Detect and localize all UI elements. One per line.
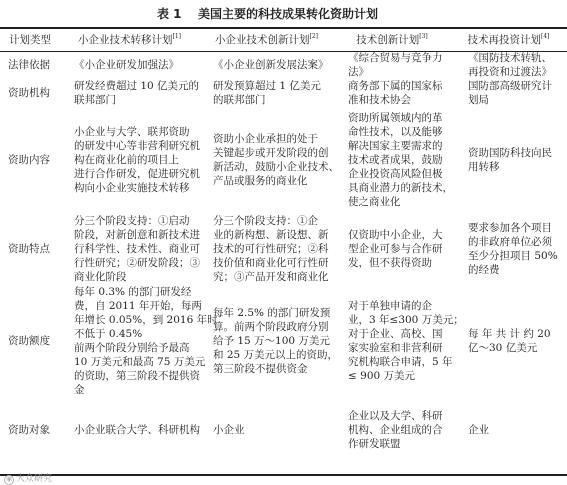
cell-text-line: 研发经费超过 10 亿美元的: [74, 80, 200, 92]
cell-text-line: 技价值和商业化可行性研: [213, 257, 329, 269]
table-cell: [199, 213, 334, 285]
watermark-text: 大众研究: [16, 474, 53, 484]
table-cell: [199, 79, 334, 107]
table-row: [0, 51, 567, 79]
table-caption: [0, 4, 567, 24]
cell-text-line: 小企业与大学、联邦资助: [74, 126, 190, 138]
cell-text-line: 准和技术协会: [348, 94, 411, 106]
table-cell: [60, 397, 199, 462]
cell-text-line: 法》: [348, 66, 369, 78]
cell-text-line: 资助国防科技向民: [468, 147, 552, 159]
table-row: [0, 213, 567, 285]
column-header: 小企业技术创新计划[2]: [215, 33, 318, 46]
table-row: [0, 107, 567, 213]
cell-text-line: 资助小企业承担的处于: [213, 133, 318, 145]
cell-text-line: 新活动，鼓励小企业技术、: [213, 161, 339, 173]
table-cell: [60, 107, 199, 213]
cell-text-line: ≤ 900 万美元: [348, 370, 416, 382]
cell-text-line: 划局: [468, 94, 489, 106]
cell-text-line: 要求参加各个项目: [468, 222, 552, 234]
cell-text-line: 研发预算超过 1 亿美元: [213, 80, 321, 92]
cell-text-line: 再投资和过渡法》: [468, 66, 552, 78]
row-label: 资助额度: [8, 335, 50, 347]
cell-text-line: 分三个阶段支持：①企: [213, 215, 318, 227]
cell-text-line: 不低于 0.45%: [74, 328, 143, 340]
cell-text-line: 小企业联合大学、科研机构: [74, 423, 200, 436]
cell-text-line: 亿～30 亿美元: [468, 342, 538, 354]
table-row: [0, 397, 567, 462]
table-cell: [450, 79, 567, 107]
cell-text-line: 和 25 万美元以上的资助，: [213, 349, 339, 361]
cell-text-line: 技术或者成果，鼓励: [348, 154, 443, 166]
cell-text-line: 《国防技术转轨、: [468, 52, 552, 64]
row-label: 资助对象: [8, 423, 50, 436]
cell-text-line: 产品或服务的商业化: [213, 175, 308, 187]
cell-text-line: 小企业: [213, 423, 245, 436]
table-cell: [60, 285, 218, 397]
table-cell: [60, 213, 199, 285]
cell-text-line: 构在商业化前的项目上: [74, 154, 179, 166]
row-label: 法律依据: [8, 59, 50, 71]
cell-text-line: 至少分担项目 50%: [468, 250, 558, 262]
table-cell: [450, 213, 567, 285]
cell-text-line: 年增长 0.05%，到 2016 年时: [74, 314, 218, 326]
cell-text-line: 资助所属领域内的革: [348, 112, 443, 124]
cell-text-line: 技术的可行性研究；②科: [213, 243, 329, 255]
cell-text-line: 商务部下属的国家标: [348, 80, 443, 92]
row-label: 资助内容: [8, 154, 50, 166]
table-title: 美国主要的科技成果转化资助计划: [198, 7, 379, 21]
cell-text-line: 算。前两个阶段政府分别: [213, 321, 329, 333]
funding-programs-table: [0, 29, 567, 462]
table-cell: [60, 79, 199, 107]
cell-text-line: 构向小企业实施技术转移: [74, 182, 190, 194]
cell-text-line: 作研发联盟: [348, 437, 401, 450]
cell-text-line: 企业投资高风险但极: [348, 168, 443, 180]
column-header: 计划类型: [9, 34, 51, 46]
camera-icon: ◉: [5, 475, 13, 483]
cell-text-line: 仅资助中小企业，大: [348, 229, 443, 241]
cell-text-line: 具商业潜力的新技术，: [348, 182, 453, 194]
cell-text-line: 《小企业研发加强法》: [74, 59, 179, 71]
cell-text-line: 究；③产品开发和商业化: [213, 271, 329, 283]
table-cell: [199, 397, 334, 462]
cell-text-line: 究机构联合申请，5 年: [348, 356, 453, 368]
cell-text-line: 进行合作研发，促进研究机: [74, 168, 200, 180]
table-row: [0, 285, 567, 397]
cell-text-line: 企业以及大学、科研: [348, 409, 443, 422]
cell-text-line: 的经费: [468, 264, 500, 276]
table-row: [0, 79, 567, 107]
table-cell: [334, 285, 464, 397]
table-cell: [450, 107, 567, 213]
cell-text-line: 联邦部门: [74, 94, 116, 106]
cell-text-line: 第三阶段不提供资金: [213, 363, 308, 375]
cell-text-line: 业，3 年≤300 万美元；: [348, 314, 464, 326]
cell-text-line: 行性研究；②研发阶段；③: [74, 257, 200, 269]
table-cell: [450, 51, 567, 79]
cell-text-line: 金: [74, 384, 85, 396]
cell-text-line: 每 年 共 计 约 20: [468, 328, 551, 340]
column-header: 技术再投资计划[4]: [467, 33, 550, 46]
cell-text-line: 命性技术，以及能够: [348, 126, 443, 138]
table-cell: [60, 51, 199, 79]
table-cell: [334, 397, 450, 462]
cell-text-line: 机构、企业组成的合: [348, 423, 443, 436]
table-cell: [199, 285, 339, 397]
table-cell: [334, 107, 453, 213]
cell-text-line: 的研发中心等非营利研究机: [74, 140, 200, 152]
cell-text-line: 发，但不获得资助: [348, 257, 432, 269]
row-label: 资助特点: [8, 243, 50, 255]
cell-text-line: 对于单独申请的企: [348, 300, 432, 312]
table-cell: [199, 107, 339, 213]
bottom-rule: [0, 474, 567, 476]
cell-text-line: 关键起步或开发阶段的创: [213, 147, 329, 159]
column-header: 小企业技术转移计划[1]: [78, 33, 181, 46]
table-cell: [334, 79, 450, 107]
cell-text-line: 行科学性、技术性、商业可: [74, 243, 200, 255]
table-cell: [450, 285, 567, 397]
table-cell: [450, 397, 567, 462]
cell-text-line: 解决国家主要需求的: [348, 140, 443, 152]
cell-text-line: 的联邦部门: [213, 94, 266, 106]
cell-text-line: 国防部高级研究计: [468, 80, 552, 92]
table-cell: [199, 51, 334, 79]
cell-text-line: 业的新构想、新设想、新: [213, 229, 329, 241]
cell-text-line: 每年 0.3% 的部门研发经: [74, 286, 192, 298]
cell-text-line: 对于企业、高校、国: [348, 328, 443, 340]
cell-text-line: 的非政府单位必须: [468, 236, 552, 248]
cell-text-line: 阶段，对新创意和新技术进: [74, 229, 200, 241]
table-cell: [334, 213, 450, 285]
cell-text-line: 用转移: [468, 161, 500, 173]
cell-text-line: 的资助，第三阶段不提供资: [74, 370, 200, 382]
cell-text-line: 家实验室和非营利研: [348, 342, 443, 354]
cell-text-line: 《综合贸易与竞争力: [348, 52, 443, 64]
watermark: [4, 474, 52, 485]
cell-text-line: 10 万美元和最高 75 万美元: [74, 356, 206, 368]
cell-text-line: 企业: [468, 423, 489, 436]
header-row: [0, 29, 567, 51]
cell-text-line: 商业化阶段: [74, 271, 127, 283]
row-label: 资助机构: [8, 87, 50, 99]
cell-text-line: 给予 15 万～100 万美元: [213, 335, 330, 347]
table-cell: [334, 51, 450, 79]
cell-text-line: 费，自 2011 年开始，每两: [74, 300, 202, 312]
cell-text-line: 使之商业化: [348, 196, 401, 208]
cell-text-line: 分三个阶段支持：①启动: [74, 215, 190, 227]
cell-text-line: 每年 2.5% 的部门研发预: [213, 307, 331, 319]
cell-text-line: 前两个阶段分别给予最高: [74, 342, 190, 354]
cell-text-line: 《小企业创新发展法案》: [213, 59, 329, 71]
cell-text-line: 型企业可参与合作研: [348, 243, 443, 255]
column-header: 技术创新计划[3]: [356, 33, 428, 46]
table-number: 表 1: [157, 7, 182, 21]
